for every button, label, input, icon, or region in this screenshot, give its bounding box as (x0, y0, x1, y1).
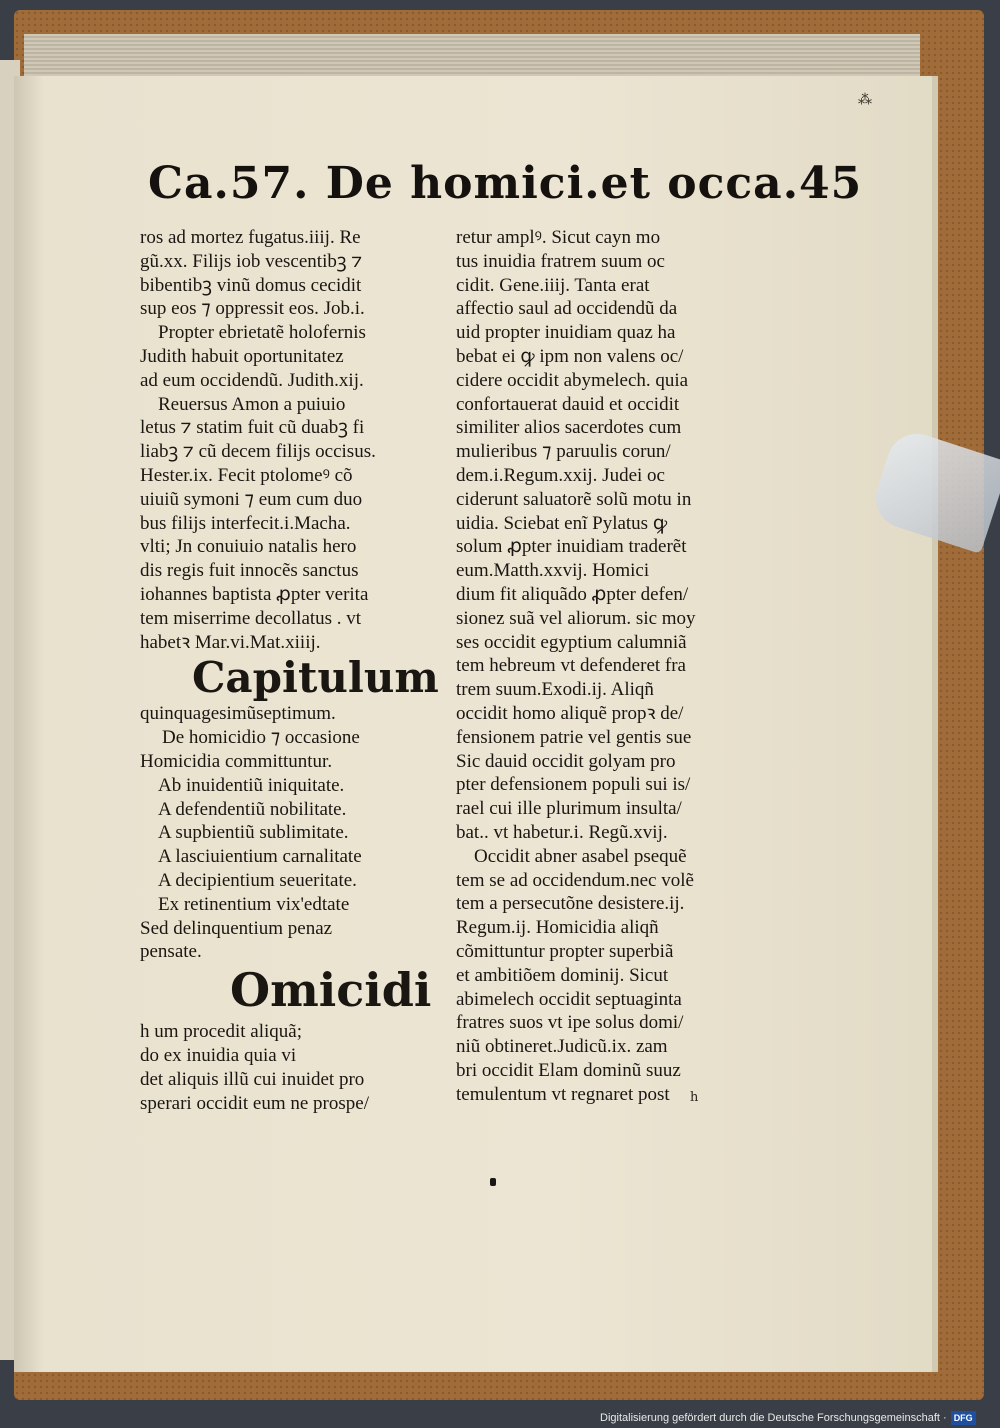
chapter-incipit: Omicidi (230, 963, 432, 1018)
text-line: vlti; Jn conuiuio natalis hero (140, 536, 357, 558)
right-column (456, 226, 736, 1106)
text-line: et ambitiõem dominij. Sicut (456, 964, 669, 986)
text-line: De homicidio ⁊ occasione (162, 727, 360, 749)
text-line: Ab inuidentiũ iniquitate. (158, 774, 345, 796)
text-line: dium fit aliquãdo ꝓpter defen/ (456, 583, 689, 605)
text-line: affectio saul ad occidendũ da (456, 298, 678, 320)
text-line: sup eos ⁊ oppressit eos. Job.i. (140, 298, 365, 320)
text-line: cidere occidit abymelech. quia (456, 369, 689, 391)
text-line: sionez suã vel aliorum. sic moy (456, 607, 696, 629)
text-line: trem suum.Exodi.ij. Aliqñ (456, 679, 654, 701)
text-line: rael cui ille plurimum insulta/ (456, 798, 682, 820)
text-line: fratres suos vt ipe solus domi/ (456, 1012, 684, 1034)
text-line: Hester.ix. Fecit ptolomeꝰ cõ (140, 464, 353, 486)
text-line: ses occidit egyptium calumniã (456, 631, 687, 653)
text-line: ros ad mortez fugatus.iiij. Re (140, 227, 361, 248)
text-line: Reuersus Amon a puiuio (158, 393, 346, 415)
text-line: do ex inuidia quia vi (140, 1044, 297, 1066)
text-line: A defendentiũ nobilitate. (158, 798, 347, 820)
text-line: ad eum occidendũ. Judith.xij. (140, 369, 364, 391)
text-line: cidit. Gene.iiij. Tanta erat (456, 274, 650, 296)
digitization-credit (600, 1408, 976, 1428)
text-line: uidia. Sciebat enĩ Pylatus ꝙ (456, 512, 668, 534)
text-line: bibentibꝫ vinũ domus cecidit (140, 274, 362, 296)
text-line: bat.. vt habetur.i. Regũ.xvij. (456, 821, 668, 843)
text-line: niũ obtineret.Judicũ.ix. zam (456, 1036, 668, 1058)
text-line: ciderunt saluatorẽ solũ motu in (456, 488, 692, 510)
text-line: tem hebreum vt defenderet fra (456, 655, 686, 677)
text-line: pensate. (140, 941, 202, 963)
text-line: similiter alios sacerdotes cum (456, 417, 682, 439)
text-line: det aliquis illũ cui inuidet pro (140, 1068, 365, 1090)
chapter-heading: Capitulum (192, 653, 439, 703)
text-line: liabꝫ ⁊ cũ decem filijs occisus. (140, 441, 376, 463)
text-line: fensionem patrie vel gentis sue (456, 726, 692, 748)
running-heading: Ca.57. De homici.et occa.45 (148, 158, 863, 209)
left-text-top (140, 226, 412, 654)
text-line: Sic dauid occidit golyam pro (456, 750, 676, 772)
text-line: pter defensionem populi sui is/ (456, 774, 691, 796)
text-line: A decipientium seueritate. (158, 869, 357, 891)
text-line: uid propter inuidiam quaz ha (456, 322, 676, 344)
text-line: sperari occidit eum ne prospe/ (140, 1092, 369, 1114)
text-line: A supbientiũ sublimitate. (158, 822, 349, 844)
text-line: eum.Matth.xxvij. Homici (456, 560, 650, 582)
text-line: A lasciuientium carnalitate (158, 846, 362, 868)
text-line: Propter ebrietatẽ holofernis (158, 322, 366, 344)
text-line: Homicidia committuntur. (140, 750, 333, 772)
text-line: tem se ad occidendum.nec volẽ (456, 869, 694, 891)
text-line: mulieribus ⁊ paruulis corun/ (456, 441, 671, 463)
credit-text: Digitalisierung gefördert durch die Deutsche Forschungsgemeinschaft · (600, 1412, 947, 1424)
dfg-logo: DFG (951, 1411, 976, 1425)
text-line: Sed delinquentium penaz (140, 917, 333, 939)
corner-mark: ⁂ (858, 92, 872, 108)
text-line: bebat ei ꝙ ipm non valens oc/ (456, 345, 684, 367)
text-line: cõmittuntur propter superbiã (456, 940, 674, 962)
text-line: retur amplꝰ. Sicut cayn mo (456, 227, 661, 248)
page-dot (490, 1178, 496, 1186)
text-line: dis regis fuit innocẽs sanctus (140, 560, 359, 582)
text-line: occidit homo aliquẽ propꝛ de/ (456, 702, 684, 724)
text-line: Judith habuit oportunitatez (140, 345, 344, 367)
text-line: bus filijs interfecit.i.Macha. (140, 512, 351, 534)
text-line: Ex retinentium vix'edtate (158, 893, 350, 915)
text-line: bri occidit Elam dominũ suuz (456, 1059, 681, 1081)
text-line: quinquagesimũseptimum. (140, 703, 336, 725)
text-line: tus inuidia fratrem suum oc (456, 250, 665, 272)
text-line: uiuiũ symoni ⁊ eum cum duo (140, 488, 363, 510)
text-line: solum ꝓpter inuidiam traderẽt (456, 536, 687, 558)
text-line: habetꝛ Mar.vi.Mat.xiiij. (140, 631, 321, 653)
text-line: abimelech occidit septuaginta (456, 988, 682, 1010)
text-line: letus ⁊ statim fuit cũ duabꝫ fi (140, 417, 365, 439)
text-line: h um procedit aliquã; (140, 1021, 302, 1043)
text-line: tem a persecutõne desistere.ij. (456, 893, 685, 915)
left-column (140, 226, 439, 1115)
text-line: tem miserrime decollatus . vt (140, 607, 362, 629)
left-text-mid (140, 702, 412, 964)
left-text-bottom (140, 1020, 412, 1115)
text-line: Regum.ij. Homicidia aliqñ (456, 917, 659, 939)
text-line: confortauerat dauid et occidit (456, 393, 680, 415)
text-line: dem.i.Regum.xxij. Judei oc (456, 464, 665, 486)
catchword: h (690, 1090, 699, 1105)
text-line: temulentum vt regnaret post (456, 1083, 670, 1105)
text-line: gũ.xx. Filijs iob vescentibꝫ ⁊ (140, 250, 363, 272)
text-line: iohannes baptista ꝓpter verita (140, 583, 369, 605)
text-line: Occidit abner asabel psequẽ (474, 845, 687, 867)
right-text (456, 226, 736, 1106)
